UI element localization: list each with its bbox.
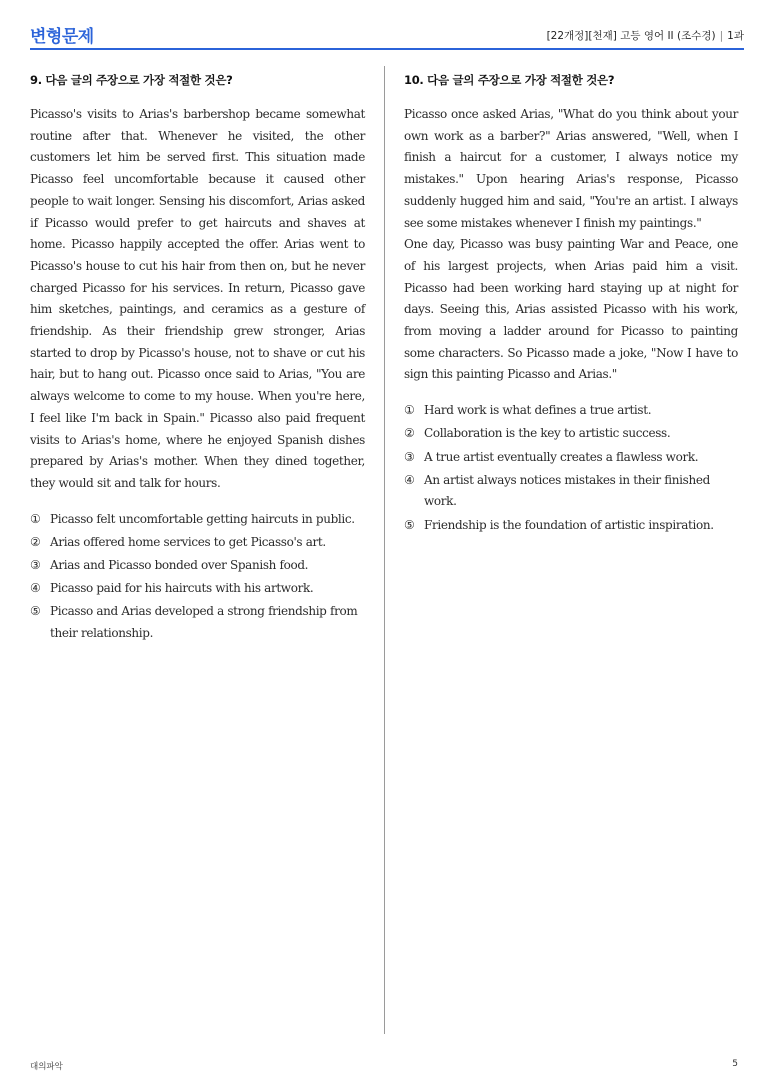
choice-number: ② (30, 534, 41, 549)
choice-text: An artist always notices mistakes in their finished work. (424, 472, 710, 509)
choice-number: ② (404, 426, 415, 441)
question-10 (404, 72, 738, 538)
answer-choice-1[interactable] (30, 509, 365, 531)
passage-paragraph: Picasso once asked Arias, "What do you think about your own work as a barber?" Arias answered, "Well, when I finish a haircut for a customer, I always notice my mistakes." Upon hearing Arias's response, Picasso suddenly hugged him and said, "You're an artist. I always see some mistakes whenever I finish my paintings." (404, 107, 738, 230)
choice-text: Friendship is the foundation of artistic inspiration. (424, 517, 714, 532)
choice-text: Arias and Picasso bonded over Spanish food. (50, 558, 309, 573)
choice-text: Picasso paid for his haircuts with his artwork. (50, 581, 314, 596)
answer-choice-3[interactable] (404, 447, 738, 469)
lesson-label: 1과 (727, 30, 744, 42)
answer-choices (30, 509, 365, 645)
course-info (547, 28, 744, 43)
choice-number: ④ (30, 581, 41, 596)
choice-text: Picasso felt uncomfortable getting haircuts in public. (50, 511, 355, 526)
passage-paragraph: One day, Picasso was busy painting War and Peace, one of his largest projects, when Arias paid him a visit. Picasso had been working hard staying up at night for days. Seeing this, Arias assisted Picasso with his work, from moving a ladder around for Picasso to painting some characters. So Picasso made a joke, "Now I have to sign this painting Picasso and Arias." (404, 237, 738, 382)
brand-title: 변형문제 (30, 27, 94, 47)
page-header (30, 20, 744, 50)
choice-number: ④ (404, 472, 415, 487)
column-divider (384, 66, 385, 1034)
answer-choice-2[interactable] (30, 532, 365, 554)
answer-choice-1[interactable] (404, 400, 738, 422)
choice-text: Hard work is what defines a true artist. (424, 403, 652, 418)
page-number: 5 (732, 1059, 738, 1069)
answer-choice-4[interactable] (404, 470, 738, 513)
choice-text: A true artist eventually creates a flawless work. (424, 449, 699, 464)
choice-number: ① (404, 403, 415, 418)
course-title: [22개정][천재] 고등 영어 II (조수경) (546, 30, 716, 42)
choice-number: ⑤ (30, 604, 41, 619)
passage (404, 104, 738, 386)
answer-choice-3[interactable] (30, 555, 365, 577)
choice-number: ③ (30, 558, 41, 573)
answer-choice-2[interactable] (404, 423, 738, 445)
answer-choices (404, 400, 738, 536)
answer-choice-5[interactable] (404, 515, 738, 537)
question-9 (30, 72, 365, 646)
question-title: 9. 다음 글의 주장으로 가장 적절한 것은? (30, 73, 233, 87)
header-separator: | (719, 30, 724, 42)
choice-number: ⑤ (404, 517, 415, 532)
answer-choice-5[interactable] (30, 601, 365, 644)
choice-number: ① (30, 511, 41, 526)
passage (30, 104, 365, 495)
answer-choice-4[interactable] (30, 578, 365, 600)
choice-text: Picasso and Arias developed a strong friendship from their relationship. (50, 604, 358, 641)
choice-text: Collaboration is the key to artistic success. (424, 426, 671, 441)
passage-paragraph: Picasso's visits to Arias's barbershop became somewhat routine after that. Whenever he visited, the other customers let him be served first. This situation made Picasso feel uncomfortable because it caused other people to wait longer. Sensing his discomfort, Arias asked if Picasso would prefer to get haircuts and shaves at home. Picasso happily accepted the offer. Arias went to Picasso's house to cut his hair from then on, but he never charged Picasso for his services. In return, Picasso gave him sketches, paintings, and ceramics as a gesture of friendship. As their friendship grew stronger, Arias started to drop by Picasso's house, not to shave or cut his hair, but to hang out. Picasso once said to Arias, "You are always welcome to come to my house. When you're here, I feel like I'm back in Spain." Picasso also paid frequent visits to Arias's home, where he enjoyed Spanish dishes prepared by Arias's mother. When they dined together, they would sit and talk for hours. (30, 107, 365, 490)
question-title: 10. 다음 글의 주장으로 가장 적절한 것은? (404, 73, 615, 87)
choice-text: Arias offered home services to get Picasso's art. (50, 534, 326, 549)
footer-section-label: 대의파악 (30, 1062, 63, 1072)
choice-number: ③ (404, 449, 415, 464)
